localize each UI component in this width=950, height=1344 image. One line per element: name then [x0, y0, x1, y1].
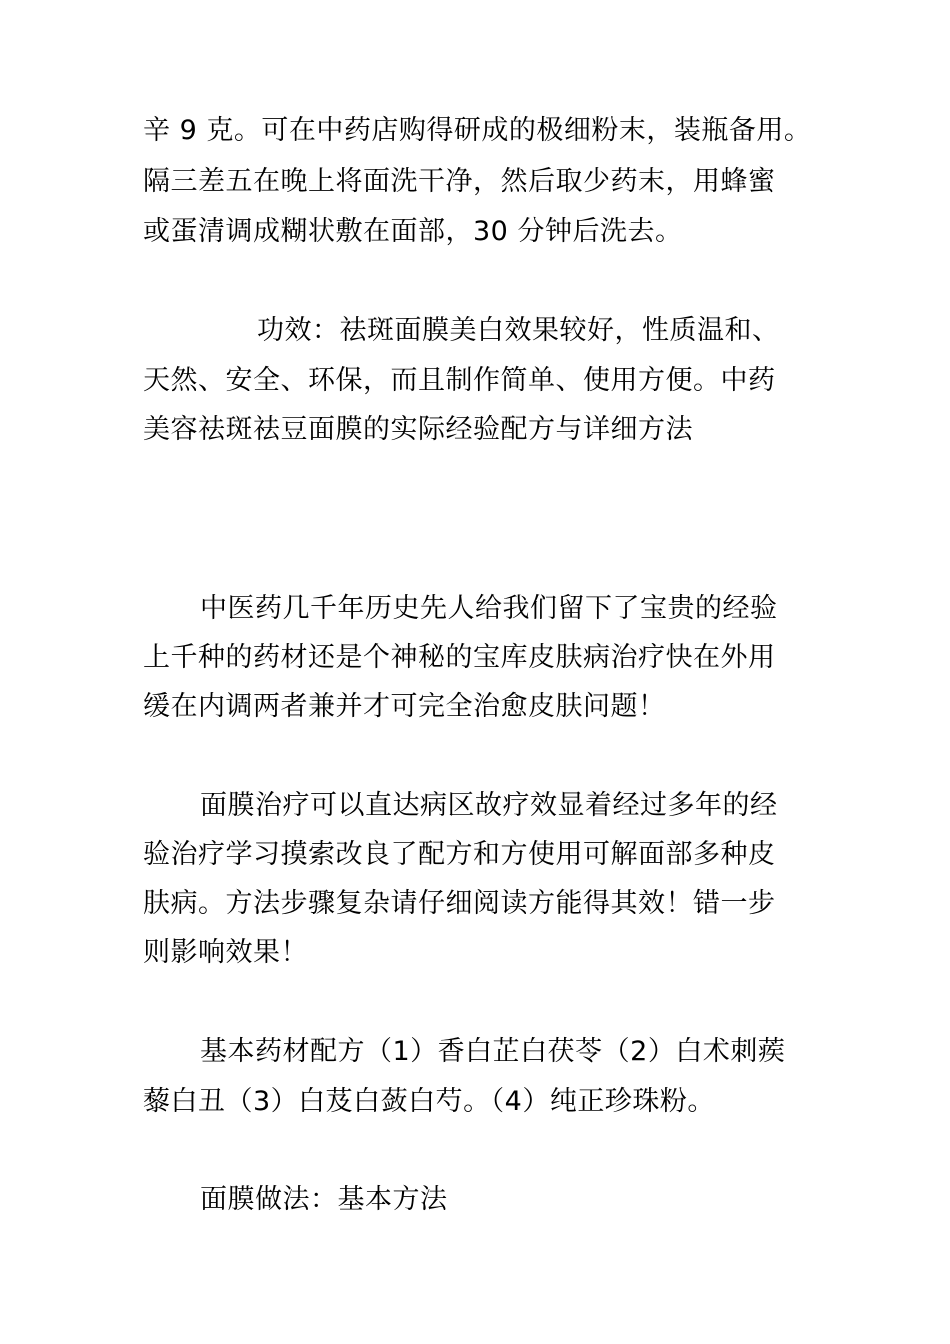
paragraph-line: 美容祛斑祛豆面膜的实际经验配方与详细方法: [143, 414, 693, 445]
paragraph-line: 藜白丑（3）白芨白蔹白芍。（4）纯正珍珠粉。: [143, 1086, 715, 1117]
paragraph-line: 功效：祛斑面膜美白效果较好，性质温和、: [257, 315, 780, 346]
paragraph-line: 基本药材配方（1）香白芷白茯苓（2）白术刺蒺: [200, 1036, 786, 1067]
paragraph-line: 验治疗学习摸索改良了配方和方使用可解面部多种皮: [143, 839, 776, 870]
paragraph-line: 面膜治疗可以直达病区故疗效显着经过多年的经: [200, 790, 778, 821]
paragraph-line: 辛 9 克。可在中药店购得研成的极细粉末，装瓶备用。: [143, 115, 812, 146]
paragraph-line: 缓在内调两者兼并才可完全治愈皮肤问题！: [143, 691, 666, 722]
paragraph-line: 面膜做法：基本方法: [200, 1184, 448, 1215]
paragraph-line: 则影响效果！: [143, 937, 308, 968]
paragraph-line: 隔三差五在晚上将面洗干净，然后取少药末，用蜂蜜: [143, 166, 776, 197]
paragraph-line: 天然、安全、环保，而且制作简单、使用方便。中药: [143, 365, 776, 396]
paragraph-line: 肤病。方法步骤复杂请仔细阅读方能得其效！错一步: [143, 888, 776, 919]
paragraph-line: 上千种的药材还是个神秘的宝库皮肤病治疗快在外用: [143, 642, 776, 673]
paragraph-line: 或蛋清调成糊状敷在面部，30 分钟后洗去。: [143, 216, 683, 247]
paragraph-line: 中医药几千年历史先人给我们留下了宝贵的经验: [200, 593, 778, 624]
